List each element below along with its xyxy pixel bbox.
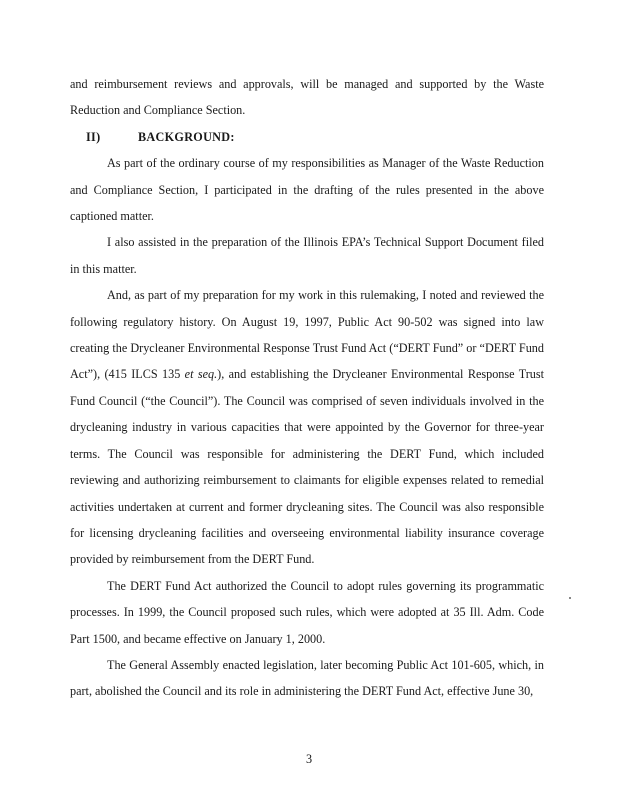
- document-body: [70, 71, 544, 705]
- technical-support-paragraph: I also assisted in the preparation of the Illinois EPA’s Technical Support Document filed in this matter.: [70, 235, 544, 276]
- dert-fund-act-paragraph: The DERT Fund Act authorized the Council to adopt rules governing its programmatic processes. In 1999, the Council proposed such rules, which were adopted at 35 Ill. Adm. Code Part 1500, and became effective on January 1, 2000.: [70, 578, 544, 646]
- citation-emphasis: et seq.: [184, 367, 218, 382]
- regulatory-history-paragraph: [70, 282, 544, 572]
- regulatory-history-text-end: ), and establishing the Drycleaner Environmental Response Trust Fund Council (“the Council”). The Council was comprised of seven individuals involved in the drycleaning industry in various capacities that were appointed by the Governor for three-year terms. The Council was responsible for administering the DERT Fund, which included reviewing and authorizing reimbursement to claimants for eligible expenses related to remedial activities undertaken at current and former drycleaning sites. The Council was also responsible for licensing drycleaning facilities and overseeing environmental liability insurance coverage provided by reimbursement from the DERT Fund.: [70, 367, 544, 567]
- section-heading-number: II): [86, 129, 101, 144]
- regulatory-history-text-start: And, as part of my preparation for my work in this rulemaking, I noted and reviewed the following regulatory history. On August 19, 1997, Public Act 90-502 was signed into law creating the Drycleaner Environmental Response Trust Fund Act (“DERT Fund” or “DERT Fund Act”), (415 ILCS 135: [70, 288, 544, 382]
- margin-mark: [569, 597, 571, 599]
- continuation-paragraph: and reimbursement reviews and approvals, will be managed and supported by the Waste Reduction and Compliance Section.: [70, 77, 544, 118]
- section-heading-title: BACKGROUND:: [138, 129, 235, 144]
- general-assembly-paragraph: The General Assembly enacted legislation, later becoming Public Act 101-605, which, in part, abolished the Council and its role in administering the DERT Fund Act, effective June 30,: [70, 657, 544, 699]
- section-heading: [70, 124, 544, 150]
- page-number: 3: [305, 752, 313, 766]
- responsibilities-paragraph: As part of the ordinary course of my responsibilities as Manager of the Waste Reduction and Compliance Section, I participated in the drafting of the rules presented in the above captioned matter.: [70, 156, 544, 224]
